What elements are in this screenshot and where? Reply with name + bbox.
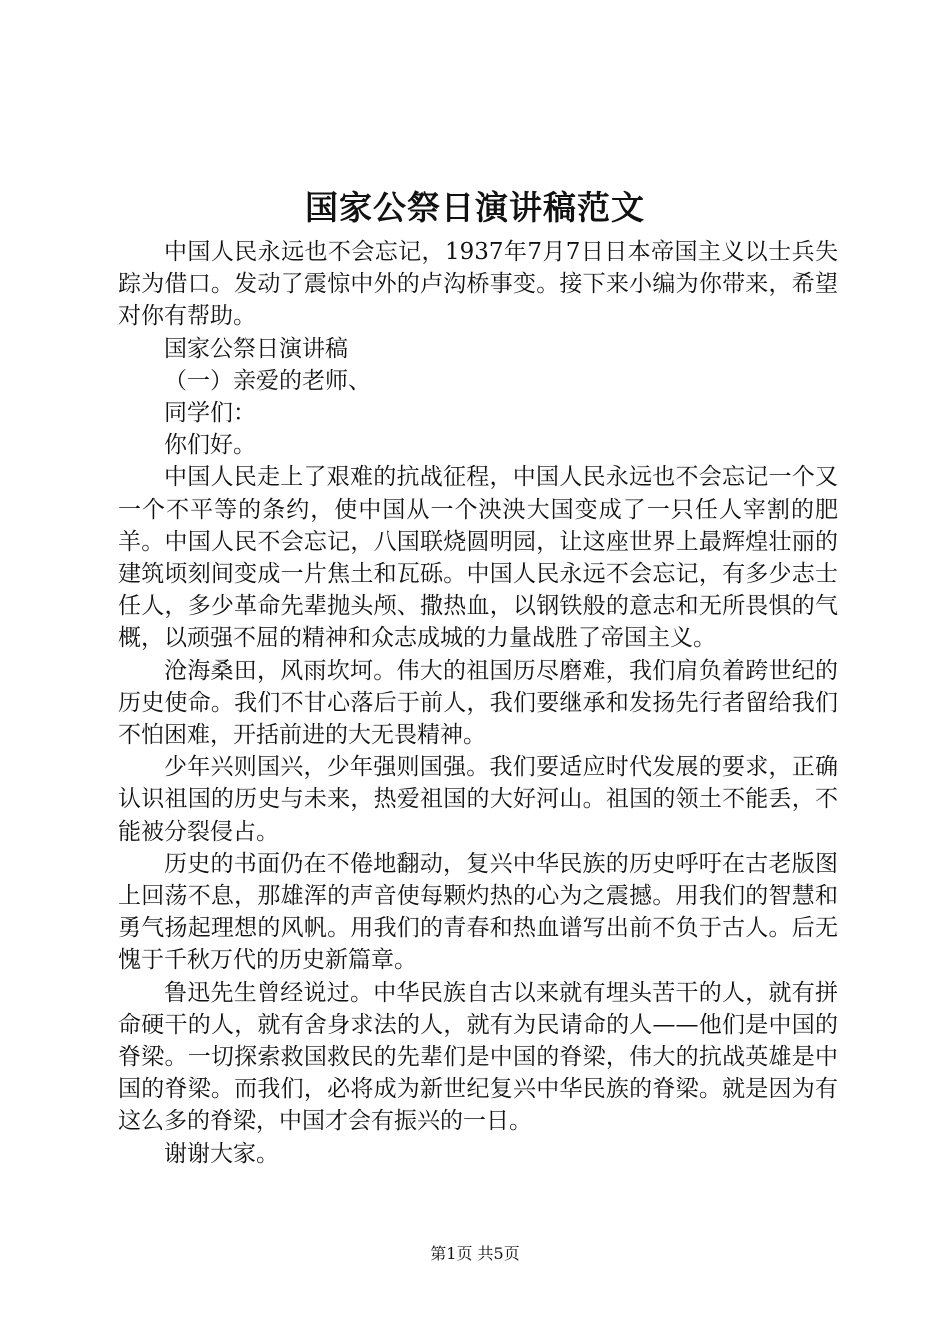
paragraph-subtitle: 国家公祭日演讲稿 (164, 335, 348, 362)
paragraph-intro: 中国人民永远也不会忘记，1937年7月7日日本帝国主义以士兵失踪为借口。发动了震惊中外的卢沟桥事变。接下来小编为你带来，希望对你有帮助。 (118, 239, 838, 330)
paragraph-body: 少年兴则国兴，少年强则国强。我们要适应时代发展的要求，正确认识祖国的历史与未来，热爱祖国的大好河山。祖国的领土不能丢，不能被分裂侵占。 (118, 754, 838, 845)
paragraph-body: 中国人民走上了艰难的抗战征程，中国人民永远也不会忘记一个又一个不平等的条约，使中国从一个泱泱大国变成了一只任人宰割的肥羊。中国人民不会忘记，八国联烧圆明园，让这座世界上最辉煌壮丽的建筑顷刻间变成一片焦土和瓦砾。中国人民永远不会忘记，有多少志士任人，多少革命先辈抛头颅、撒热血，以钢铁般的意志和无所畏惧的气概，以顽强不屈的精神和众志成城的力量战胜了帝国主义。 (118, 464, 838, 652)
paragraph-body: 鲁迅先生曾经说过。中华民族自古以来就有埋头苦干的人，就有拼命硬干的人，就有舍身求法的人，就有为民请命的人——他们是中国的脊梁。一切探索救国救民的先辈们是中国的脊梁，伟大的抗战英雄是中国的脊梁。而我们，必将成为新世纪复兴中华民族的脊梁。就是因为有这么多的脊梁，中国才会有振兴的一日。 (118, 979, 838, 1135)
page-number-footer: 第1页 共5页 (430, 1244, 520, 1263)
paragraph-closing: 谢谢大家。 (164, 1140, 279, 1167)
document-title: 国家公祭日演讲稿范文 (305, 188, 645, 227)
paragraph-body: 历史的书面仍在不倦地翻动，复兴中华民族的历史呼吁在古老版图上回荡不息，那雄浑的声音使每颗灼热的心为之震撼。用我们的智慧和勇气扬起理想的风帆。用我们的青春和热血谱写出前不负于古人。后无愧于千秋万代的历史新篇章。 (118, 850, 838, 974)
paragraph-salutation-teachers: （一）亲爱的老师、 (164, 367, 371, 394)
paragraph-body: 沧海桑田，风雨坎坷。伟大的祖国历尽磨难，我们肩负着跨世纪的历史使命。我们不甘心落后于前人，我们要继承和发扬先行者留给我们不怕困难，开括前进的大无畏精神。 (118, 657, 838, 749)
paragraph-salutation-students: 同学们： (164, 400, 256, 427)
document-body (118, 236, 838, 1170)
paragraph-greeting: 你们好。 (164, 432, 256, 459)
